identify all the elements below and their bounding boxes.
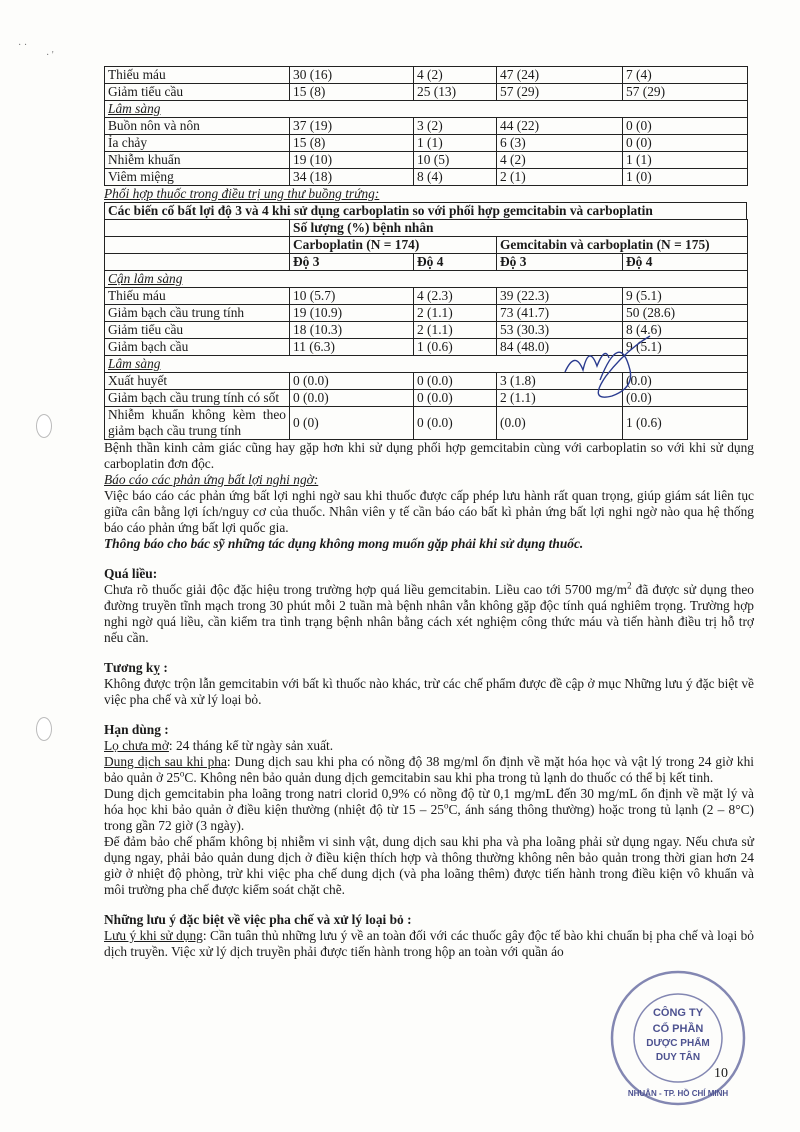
neuro-paragraph: Bệnh thần kinh cảm giác cũng hay gặp hơn khi sử dụng phối hợp gemcitabin cùng với carboplatin so với khi sử dụng carboplatin đơn độc. [104,440,754,471]
cell-value: 19 (10.9) [290,305,414,322]
ovarian-heading: Phối hợp thuốc trong điều trị ung thư buồng trứng: [104,186,380,201]
punch-hole-top [36,414,52,438]
row-label: Thiếu máu [105,288,290,305]
incompat-paragraph: Không được trộn lẫn gemcitabin với bất kì thuốc nào khác, trừ các chế phẩm được đề cập ở mục Những lưu ý đặc biệt về việc pha chế và xử lý loại bỏ. [104,676,754,707]
cell-value: 15 (8) [290,135,414,152]
punch-hole-bottom [36,717,52,741]
table-row [105,152,748,169]
row-label: Giảm tiểu cầu [105,84,290,101]
shelf-unopened: Lọ chưa mở: 24 tháng kể từ ngày sản xuất. [104,738,334,753]
overdose-paragraph: Chưa rõ thuốc giải độc đặc hiệu trong trường hợp quá liều gemcitabin. Liều cao tới 5700 $mg/m^2$ đã được sử dụng theo đường truyền tĩnh mạch trong 30 phút mỗi 2 tuần mà bệnh nhân vẫn không gặp độc tính quá nghiêm trọng. Trường hợp nghi ngờ quá liều, cần kiểm tra tình trạng bệnh nhân bằng cách xét nghiệm công thức máu và tiến hành điều trị hỗ trợ nếu cần. [104,580,754,645]
section-clin: Lâm sàng [105,356,748,373]
row-label: Giảm bạch cầu trung tính [105,305,290,322]
grade3-header: Độ 3 [290,254,414,271]
section-lab: Cận lâm sàng [105,271,748,288]
cell-value: 15 (8) [290,84,414,101]
cell-value: 7 (4) [623,67,748,84]
cell-value: 9 (5.1) [623,288,748,305]
cell-value: 1 (1) [414,135,497,152]
row-label: Thiếu máu [105,67,290,84]
svg-text:CÔNG TY: CÔNG TY [652,1007,704,1019]
table-row [105,288,748,305]
cell-value: 25 (13) [414,84,497,101]
table-row [105,67,748,84]
incompat-heading: Tương kỵ : [104,660,168,675]
scan-speck: · · [18,40,28,51]
cell-value: 57 (29) [623,84,748,101]
table-section-row: Lâm sàng [105,101,748,118]
row-label: Nhiễm khuẩn [105,152,290,169]
grade3-header: Độ 3 [497,254,623,271]
shelf-microbial: Để đảm bảo chế phẩm không bị nhiễm vi sinh vật, dung dịch sau khi pha và pha loãng phải sử dụng ngay. Nếu chưa sử dụng ngay, phải bảo quản dung dịch ở điều kiện thích hợp và thông thường không nên bảo quản trong thời gian hơn 24 giờ ở nhiệt độ phòng, trừ khi việc pha chế dung dịch (và pha loãng thêm) được tiến hành trong điều kiện vô khuẩn và môi trường pha chế được kiểm soát chặt chẽ. [104,834,754,897]
cell-value: 73 (41.7) [497,305,623,322]
shelf-heading: Hạn dùng : [104,722,169,737]
cell-value: 3 (2) [414,118,497,135]
cell-value: 4 (2.3) [414,288,497,305]
cell-value: 34 (18) [290,169,414,186]
row-label: Viêm miệng [105,169,290,186]
cell-value: 39 (22.3) [497,288,623,305]
group2-header: Gemcitabin và carboplatin (N = 175) [497,237,748,254]
grade4-header: Độ 4 [623,254,748,271]
grade4-header: Độ 4 [414,254,497,271]
patients-header: Số lượng (%) bệnh nhân [290,220,748,237]
overdose-heading: Quá liều: [104,566,158,581]
table2-title: Các biến cố bất lợi độ 3 và 4 khi sử dụng carboplatin so với phối hợp gemcitabin và carboplatin [104,202,747,219]
cell-value: 8 (4) [414,169,497,186]
row-label: Buồn nôn và nôn [105,118,290,135]
cell-value: 6 (3) [497,135,623,152]
cell-value: 1 (0) [623,169,748,186]
cell-value: 18 (10.3) [290,322,414,339]
cell-value: 84 (48.0) [497,339,623,356]
cell-value: 37 (19) [290,118,414,135]
report-paragraph: Việc báo cáo các phản ứng bất lợi nghi ngờ sau khi thuốc được cấp phép lưu hành rất quan trọng, giúp giám sát liên tục giữa cân bằng lợi ích/nguy cơ của thuốc. Nhân viên y tế cần báo cáo bất kì phản ứng bất lợi nghi ngờ nào qua hệ thống báo cáo phản ứng bất lợi quốc gia. [104,488,754,535]
table-row: Giảm bạch cầu trung tính có sốt 0 (0.0) 0 (0.0) 2 (1.1) (0.0) [105,390,748,407]
table-row: Xuất huyết 0 (0.0) 0 (0.0) 3 (1.8) (0.0) [105,373,748,390]
cell-value: 9 (5.1) [623,339,748,356]
table-row [105,118,748,135]
report-heading: Báo cáo các phản ứng bất lợi nghi ngờ: [104,472,319,487]
shelf-diluted: Dung dịch gemcitabin pha loãng trong natri clorid 0,9% có nồng độ từ 0,1 mg/mL đến 30 mg/mL ổn định về mặt lý và hóa học khi bảo quản ở điều kiện thường (nhiệt độ từ 15 – 25$^o$C, ánh sáng thông thường) hoặc trong tủ lạnh (2 – 8°C) trong gần 72 giờ (3 ngày). [104,786,754,833]
svg-text:DUY TÂN: DUY TÂN [655,1052,701,1063]
shelf-reconstituted: Dung dịch sau khi pha: Dung dịch sau khi pha có nồng độ 38 mg/ml ổn định về mặt hóa học và vật lý trong 24 giờ khi bảo quản ở 25$^o$C. Không nên bảo quản dung dịch gemcitabin sau khi pha trong tủ lạnh do thuốc có thể bị kết tinh. [104,754,754,785]
company-stamp [608,968,748,1108]
cell-value: 1 (1) [623,152,748,169]
svg-text:NHUẬN - TP. HỒ CHÍ MINH: NHUẬN - TP. HỒ CHÍ MINH [627,1089,729,1098]
group1-header: Carboplatin (N = 174) [290,237,497,254]
cell-value: 30 (16) [290,67,414,84]
cell-value: 4 (2) [414,67,497,84]
table-row [105,135,748,152]
cell-value: 0 (0) [623,118,748,135]
cell-value: 2 (1) [497,169,623,186]
cell-value: 8 (4.6) [623,322,748,339]
table-row [105,169,748,186]
cell-value: 2 (1.1) [414,322,497,339]
cell-value: 47 (24) [497,67,623,84]
adverse-events-table-1 [104,66,748,186]
cell-value: 11 (6.3) [290,339,414,356]
cell-value: 0 (0) [623,135,748,152]
report-notice: Thông báo cho bác sỹ những tác dụng không mong muốn gặp phải khi sử dụng thuốc. [104,536,584,551]
cell-value: 53 (30.3) [497,322,623,339]
svg-text:DƯỢC PHẨM: DƯỢC PHẨM [646,1038,710,1049]
row-label: Giảm bạch cầu [105,339,290,356]
table-row [105,84,748,101]
cell-value: 1 (0.6) [414,339,497,356]
cell-value: 10 (5.7) [290,288,414,305]
special-heading: Những lưu ý đặc biệt về việc pha chế và xử lý loại bỏ : [104,912,412,927]
cell-value: 2 (1.1) [414,305,497,322]
svg-text:CỔ PHẦN: CỔ PHẦN [652,1023,704,1035]
cell-value: 4 (2) [497,152,623,169]
cell-value: 50 (28.6) [623,305,748,322]
document-page [104,66,754,960]
special-paragraph: Lưu ý khi sử dụng: Cần tuân thủ những lưu ý về an toàn đối với các thuốc gây độc tế bào khi chuẩn bị pha chế và loại bỏ dịch truyền. Việc xử lý dịch truyền phải được tiến hành trong hộp an toàn với quần áo [104,928,754,959]
cell-value: 19 (10) [290,152,414,169]
cell-value: 44 (22) [497,118,623,135]
table-row: Nhiễm khuẩn không kèm theo giảm bạch cầu trung tính 0 (0) 0 (0.0) (0.0) 1 (0.6) [105,407,748,440]
row-label: Ỉa chảy [105,135,290,152]
table-row [105,305,748,322]
scan-speck: · ' [46,50,54,61]
page-number: 10 [714,1066,728,1081]
row-label: Giảm tiểu cầu [105,322,290,339]
cell-value: 10 (5) [414,152,497,169]
signature-mark [560,320,660,410]
cell-value: 57 (29) [497,84,623,101]
